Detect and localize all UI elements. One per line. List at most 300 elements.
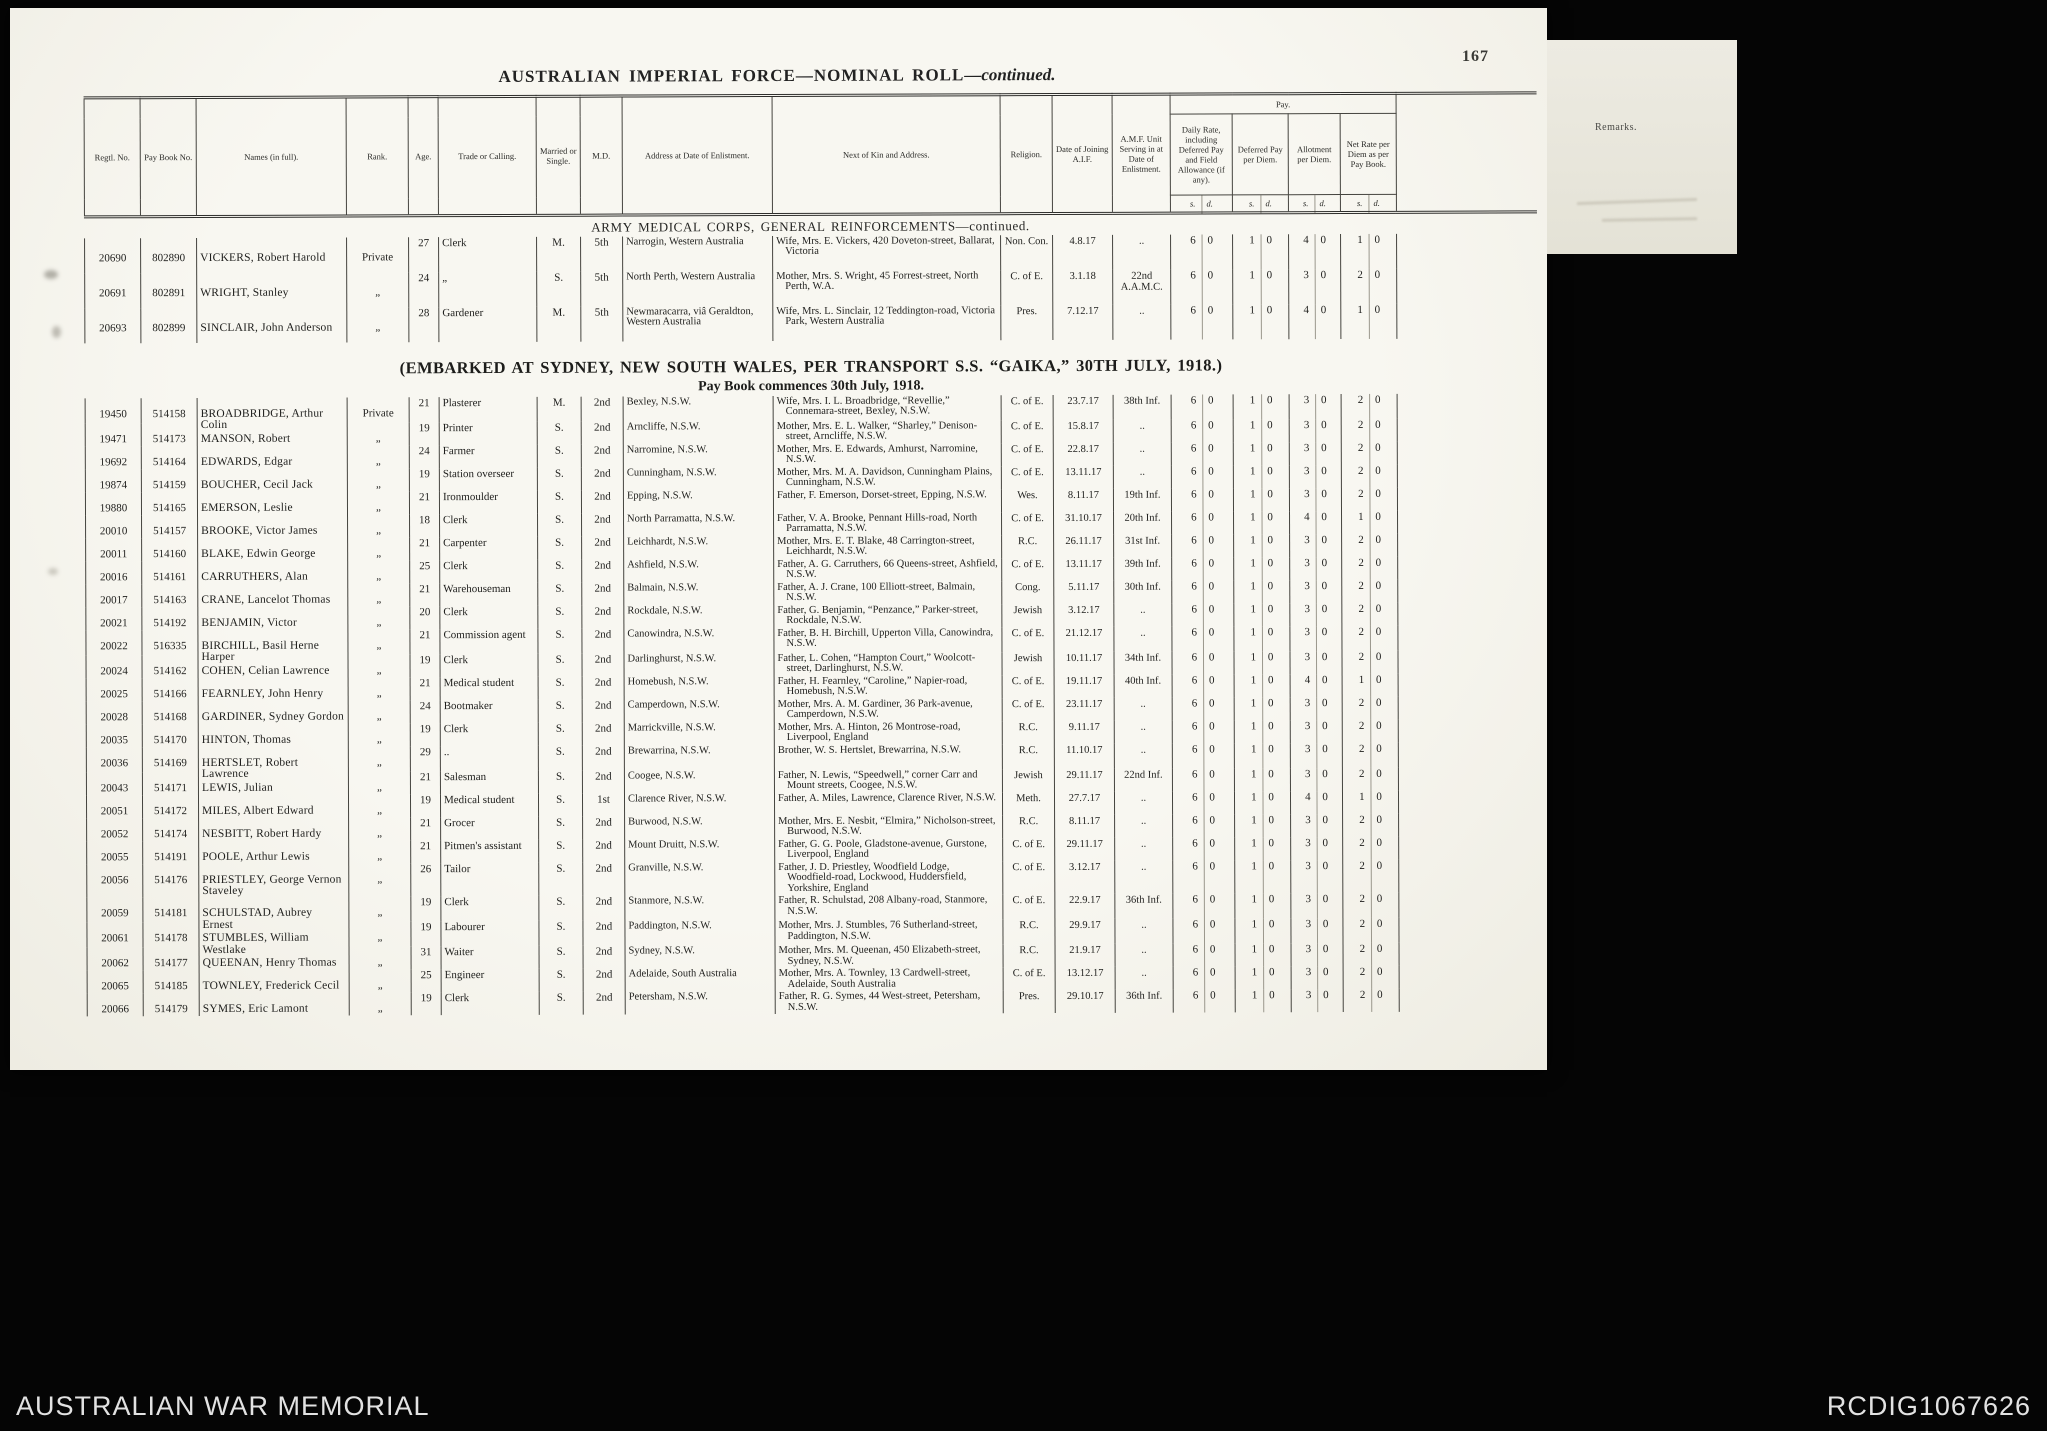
cell-address: Cunningham, N.S.W.: [623, 467, 773, 491]
cell-age: 21: [411, 840, 441, 863]
cell-md: 2nd: [581, 396, 623, 421]
cell-rank: „: [348, 723, 410, 746]
cell-married: S.: [538, 745, 582, 770]
cell-rank: „: [348, 514, 410, 537]
header-age: Age.: [408, 97, 438, 216]
section-subheading: Pay Book commences 30th July, 1918.: [698, 378, 925, 395]
cell-date_joined: 21.12.17: [1054, 626, 1114, 651]
cell-age: 25: [410, 560, 440, 583]
cell-daily_rate: 6 0: [1172, 534, 1234, 557]
cell-deferred_pay: 1 0: [1233, 488, 1289, 511]
cell-daily_rate: 6 0: [1172, 791, 1234, 814]
cell-remarks: [1399, 859, 1539, 893]
cell-md: 2nd: [581, 421, 623, 444]
cell-address: Paddington, N.S.W.: [625, 920, 775, 946]
cell-age: 29: [410, 746, 440, 771]
cell-allotment: 3 0: [1289, 394, 1341, 419]
cell-married: S.: [537, 271, 581, 306]
cell-trade: Clerk: [440, 513, 538, 536]
cell-married: S.: [539, 921, 583, 946]
cell-address: Clarence River, N.S.W.: [624, 793, 774, 817]
table-row: [87, 988, 1539, 1016]
cell-address: Petersham, N.S.W.: [625, 991, 775, 1015]
cell-regtl_no: 20025: [86, 678, 142, 701]
cell-pay_book_no: 514163: [142, 584, 198, 607]
cell-pay_book_no: 514191: [143, 841, 199, 864]
cell-net_rate: 2 0: [1342, 579, 1398, 602]
cell-rank: „: [349, 969, 411, 992]
cell-md: 2nd: [583, 862, 625, 896]
cell-regtl_no: 19450: [85, 398, 141, 423]
cell-allotment: 3 0: [1290, 720, 1342, 743]
cell-nok: Mother, Mrs. E. Nesbit, “Elmira,” Nicholson-street, Burwood, N.S.W.: [775, 815, 1003, 839]
cell-allotment: 3 0: [1289, 419, 1341, 442]
cell-amf_unit: 31st Inf.: [1114, 534, 1172, 557]
cell-name: BROADBRIDGE, Arthur Colin: [197, 397, 347, 423]
cell-religion: C. of E.: [1003, 838, 1055, 861]
cell-date_joined: 8.11.17: [1055, 814, 1115, 837]
cell-md: 2nd: [582, 722, 624, 745]
cell-md: 2nd: [582, 676, 624, 699]
cell-deferred_pay: 1 0: [1235, 918, 1291, 943]
cell-deferred_pay: 1 0: [1235, 860, 1291, 894]
cell-rank: „: [348, 583, 410, 606]
cell-pay_book_no: 514179: [143, 993, 199, 1016]
cell-remarks: [1398, 767, 1538, 790]
cell-regtl_no: 20011: [86, 538, 142, 561]
cell-married: S.: [537, 467, 581, 490]
cell-date_joined: 13.12.17: [1055, 967, 1115, 990]
cell-name: SYMES, Eric Lamont: [199, 993, 349, 1017]
section-heading: ARMY MEDICAL CORPS, GENERAL REINFORCEMENTS—continued.: [591, 218, 1030, 235]
cell-net_rate: 2 0: [1342, 696, 1398, 719]
cell-regtl_no: 20051: [86, 795, 142, 818]
cell-remarks: [1397, 268, 1537, 303]
cell-net_rate: 2 0: [1341, 464, 1397, 487]
header-allotment: Allotment per Diem.: [1288, 114, 1340, 195]
cell-daily_rate: 6 0: [1171, 465, 1233, 488]
cell-married: S.: [538, 676, 582, 699]
cell-daily_rate: 6 0: [1172, 651, 1234, 674]
cell-married: S.: [538, 582, 582, 605]
cell-md: 5th: [581, 236, 623, 271]
cell-age: 24: [410, 700, 440, 723]
header-rank: Rank.: [346, 97, 408, 216]
cell-nok: Mother, Mrs. E. L. Walker, “Sharley,” Denison-street, Arncliffe, N.S.W.: [773, 420, 1001, 444]
cell-net_rate: 2 0: [1342, 719, 1398, 742]
cell-address: Narrogin, Western Australia: [623, 236, 773, 272]
cell-date_joined: 29.11.17: [1055, 837, 1115, 860]
cell-date_joined: 5.11.17: [1054, 580, 1114, 603]
cell-trade: Farmer: [439, 444, 537, 467]
cell-amf_unit: 36th Inf.: [1115, 894, 1173, 919]
cell-address: Epping, N.S.W.: [623, 490, 773, 514]
cell-allotment: 3 0: [1290, 626, 1342, 651]
cell-net_rate: 1 0: [1342, 673, 1398, 696]
cell-nok: Wife, Mrs. I. L. Broadbridge, “Revellie,” Connemara-street, Bexley, N.S.W.: [773, 395, 1001, 421]
cell-pay_book_no: 802899: [141, 308, 197, 343]
document-title-main: AUSTRALIAN IMPERIAL FORCE—NOMINAL ROLL: [498, 65, 965, 86]
cell-net_rate: 2 0: [1343, 859, 1399, 893]
cell-allotment: 3 0: [1290, 743, 1342, 768]
table-row: [85, 233, 1537, 273]
cell-pay_book_no: 514168: [142, 701, 198, 724]
cell-net_rate: 2 0: [1343, 813, 1399, 836]
cell-age: 18: [410, 514, 440, 537]
cell-deferred_pay: 1 0: [1234, 534, 1290, 557]
cell-date_joined: 8.11.17: [1053, 488, 1113, 511]
cell-nok: Father, A. G. Carruthers, 66 Queens-street, Ashfield, N.S.W.: [774, 558, 1002, 582]
cell-address: Marrickville, N.S.W.: [624, 722, 774, 746]
cell-deferred_pay: 1 0: [1234, 697, 1290, 720]
cell-net_rate: 2 0: [1342, 650, 1398, 673]
header-sd-deferred: s. d.: [1232, 195, 1288, 213]
cell-daily_rate: 6 0: [1171, 488, 1233, 511]
cell-md: 2nd: [583, 896, 625, 921]
cell-md: 2nd: [582, 745, 624, 770]
cell-amf_unit: ..: [1114, 603, 1172, 626]
cell-rank: „: [347, 272, 409, 307]
cell-deferred_pay: 1 0: [1234, 791, 1290, 814]
cell-net_rate: 2 0: [1341, 418, 1397, 441]
cell-deferred_pay: 1 0: [1234, 626, 1290, 651]
cell-date_joined: 13.11.17: [1053, 465, 1113, 488]
cell-net_rate: 2 0: [1342, 533, 1398, 556]
faint-annotation-mark: [1577, 198, 1697, 205]
cell-regtl_no: 20043: [86, 772, 142, 795]
cell-pay_book_no: 514171: [142, 772, 198, 795]
document-page: [10, 8, 1547, 1070]
cell-trade: Salesman: [440, 770, 538, 793]
cell-religion: C. of E.: [1001, 443, 1053, 466]
cell-regtl_no: 20024: [86, 655, 142, 678]
cell-address: Adelaide, South Australia: [625, 968, 775, 992]
cell-net_rate: 1 0: [1342, 790, 1398, 813]
cell-date_joined: 3.12.17: [1054, 603, 1114, 626]
cell-amf_unit: ..: [1115, 944, 1173, 967]
cell-amf_unit: ..: [1115, 860, 1173, 894]
cell-rank: „: [347, 445, 409, 468]
cell-married: S.: [537, 490, 581, 513]
cell-rank: „: [348, 700, 410, 723]
cell-religion: C. of E.: [1002, 698, 1054, 721]
cell-rank: „: [349, 921, 411, 946]
cell-trade: Waiter: [441, 946, 539, 969]
cell-religion: Cong.: [1002, 581, 1054, 604]
table-header: [84, 93, 1536, 217]
cell-age: 19: [409, 468, 439, 491]
cell-age: 24: [409, 272, 439, 307]
cell-remarks: [1398, 742, 1538, 767]
cell-name: EDWARDS, Edgar: [197, 445, 347, 469]
header-date-joining: Date of Joining A.I.F.: [1052, 94, 1112, 213]
cell-date_joined: 11.10.17: [1054, 743, 1114, 768]
cell-trade: Clerk: [440, 722, 538, 745]
cell-rank: „: [348, 654, 410, 677]
cell-name: NESBITT, Robert Hardy: [199, 817, 349, 841]
cell-age: 21: [410, 629, 440, 654]
cell-deferred_pay: 1 0: [1235, 837, 1291, 860]
cell-religion: Jewish: [1002, 652, 1054, 675]
header-remarks: Remarks.: [1595, 122, 1638, 133]
cell-date_joined: 3.1.18: [1053, 269, 1113, 304]
cell-regtl_no: 20066: [87, 993, 143, 1016]
cell-deferred_pay: 1 0: [1234, 580, 1290, 603]
cell-amf_unit: 20th Inf.: [1114, 511, 1172, 534]
cell-allotment: 3 0: [1289, 465, 1341, 488]
cell-religion: Jewish: [1002, 769, 1054, 792]
cell-amf_unit: ..: [1115, 967, 1173, 990]
cell-daily_rate: 6 0: [1171, 234, 1233, 269]
cell-married: M.: [537, 306, 581, 341]
cell-pay_book_no: 514160: [142, 538, 198, 561]
cell-remarks: [1399, 965, 1539, 988]
cell-rank: „: [348, 746, 410, 771]
section-heading-row: [85, 338, 1537, 398]
header-married-single: Married or Single.: [536, 96, 580, 215]
cell-allotment: 3 0: [1290, 580, 1342, 603]
cell-md: 5th: [581, 271, 623, 306]
cell-rank: „: [348, 771, 410, 794]
cell-age: 21: [410, 771, 440, 794]
cell-md: 2nd: [582, 582, 624, 605]
cell-md: 2nd: [581, 467, 623, 490]
cell-allotment: 3 0: [1291, 814, 1343, 837]
cell-amf_unit: 39th Inf.: [1114, 557, 1172, 580]
cell-remarks: [1398, 719, 1538, 742]
cell-net_rate: 1 0: [1342, 510, 1398, 533]
cell-pay_book_no: 514161: [142, 561, 198, 584]
cell-daily_rate: 6 0: [1173, 837, 1235, 860]
cell-net_rate: 2 0: [1343, 893, 1399, 918]
cell-trade: Plasterer: [439, 396, 537, 421]
cell-regtl_no: 20028: [86, 701, 142, 724]
cell-address: Granville, N.S.W.: [625, 862, 775, 896]
cell-nok: Mother, Mrs. M. Queenan, 450 Elizabeth-street, Sydney, N.S.W.: [775, 944, 1003, 968]
cell-trade: Labourer: [441, 921, 539, 946]
cell-md: 2nd: [583, 992, 625, 1015]
cell-allotment: 3 0: [1290, 557, 1342, 580]
cell-amf_unit: 38th Inf.: [1113, 394, 1171, 419]
cell-regtl_no: 20021: [86, 607, 142, 630]
cell-nok: Father, B. H. Birchill, Upperton Villa, Canowindra, N.S.W.: [774, 627, 1002, 653]
cell-religion: Pres.: [1003, 990, 1055, 1013]
cell-age: 24: [409, 445, 439, 468]
cell-religion: R.C.: [1002, 744, 1054, 769]
cell-date_joined: 22.8.17: [1053, 442, 1113, 465]
cell-allotment: 4 0: [1290, 674, 1342, 697]
cell-daily_rate: 6 0: [1173, 860, 1235, 894]
header-remarks-spacer: [1396, 93, 1536, 212]
cell-pay_book_no: 802890: [141, 238, 197, 273]
cell-name: BIRCHILL, Basil Herne Harper: [198, 629, 348, 655]
cell-name: CARRUTHERS, Alan: [198, 560, 348, 584]
cell-daily_rate: 6 0: [1172, 697, 1234, 720]
cell-age: 19: [409, 422, 439, 445]
cell-nok: Father, A. Miles, Lawrence, Clarence River, N.S.W.: [774, 792, 1002, 816]
document-title-suffix: —continued.: [964, 65, 1056, 85]
cell-allotment: 3 0: [1290, 768, 1342, 791]
cell-age: 19: [410, 794, 440, 817]
cell-deferred_pay: 1 0: [1235, 989, 1291, 1012]
cell-rank: „: [349, 817, 411, 840]
cell-net_rate: 2 0: [1342, 767, 1398, 790]
cell-religion: R.C.: [1003, 815, 1055, 838]
cell-nok: Father, N. Lewis, “Speedwell,” corner Carr and Mount streets, Coogee, N.S.W.: [774, 769, 1002, 793]
cell-nok: Mother, Mrs. E. Edwards, Amhurst, Narromine, N.S.W.: [773, 443, 1001, 467]
header-trade: Trade or Calling.: [438, 96, 536, 215]
cell-religion: C. of E.: [1002, 512, 1054, 535]
cell-md: 5th: [581, 306, 623, 341]
cell-amf_unit: ..: [1113, 234, 1171, 269]
header-net-rate: Net Rate per Diem as per Pay Book.: [1340, 113, 1396, 194]
cell-md: 2nd: [583, 969, 625, 992]
cell-pay_book_no: 514192: [142, 607, 198, 630]
cell-pay_book_no: 514166: [142, 678, 198, 701]
cell-amf_unit: ..: [1115, 814, 1173, 837]
cell-net_rate: 2 0: [1342, 625, 1398, 650]
cell-net_rate: 2 0: [1341, 393, 1397, 418]
cell-rank: „: [349, 992, 411, 1015]
cell-daily_rate: 6 0: [1171, 304, 1233, 339]
cell-nok: Wife, Mrs. E. Vickers, 420 Doveton-street, Ballarat, Victoria: [773, 235, 1001, 271]
cell-age: 19: [411, 992, 441, 1015]
cell-married: S.: [539, 862, 583, 896]
document-title: [128, 64, 1425, 89]
cell-allotment: 3 0: [1289, 442, 1341, 465]
cell-remarks: [1398, 650, 1538, 673]
cell-net_rate: 2 0: [1343, 918, 1399, 943]
cell-religion: Jewish: [1002, 604, 1054, 627]
cell-allotment: 4 0: [1290, 511, 1342, 534]
cell-allotment: 3 0: [1291, 893, 1343, 918]
section-heading: (EMBARKED AT SYDNEY, NEW SOUTH WALES, PER TRANSPORT S.S. “GAIKA,” 30TH JULY, 1918.): [399, 354, 1223, 377]
cell-address: Brewarrina, N.S.W.: [624, 745, 774, 771]
cell-regtl_no: 19874: [85, 469, 141, 492]
cell-nok: Mother, Mrs. S. Wright, 45 Forrest-street, North Perth, W.A.: [773, 270, 1001, 306]
cell-remarks: [1397, 464, 1537, 487]
cell-allotment: 3 0: [1291, 989, 1343, 1012]
cell-rank: „: [347, 422, 409, 445]
cell-name: HINTON, Thomas: [198, 723, 348, 747]
cell-nok: Mother, Mrs. A. Townley, 13 Cardwell-street, Adelaide, South Australia: [775, 967, 1003, 991]
cell-religion: Wes.: [1001, 489, 1053, 512]
cell-date_joined: 29.9.17: [1055, 919, 1115, 944]
cell-deferred_pay: 1 0: [1233, 304, 1289, 339]
cell-pay_book_no: 514181: [143, 897, 199, 922]
cell-date_joined: 31.10.17: [1054, 511, 1114, 534]
cell-date_joined: 23.11.17: [1054, 697, 1114, 720]
cell-nok: Mother, Mrs. J. Stumbles, 76 Sutherland-street, Paddington, N.S.W.: [775, 919, 1003, 945]
header-sd-daily: s. d.: [1170, 195, 1232, 213]
cell-regtl_no: 20052: [87, 818, 143, 841]
cell-name: POOLE, Arthur Lewis: [199, 840, 349, 864]
cell-net_rate: 2 0: [1343, 989, 1399, 1012]
cell-deferred_pay: 1 0: [1234, 674, 1290, 697]
cell-daily_rate: 6 0: [1172, 768, 1234, 791]
header-md: M.D.: [580, 96, 622, 215]
cell-age: 26: [411, 863, 441, 897]
cell-date_joined: 29.10.17: [1055, 990, 1115, 1013]
cell-pay_book_no: 514174: [143, 818, 199, 841]
cell-name: BROOKE, Victor James: [198, 514, 348, 538]
cell-nok: Father, G. Benjamin, “Penzance,” Parker-street, Rockdale, N.S.W.: [774, 604, 1002, 628]
cell-pay_book_no: 514185: [143, 970, 199, 993]
cell-date_joined: 26.11.17: [1054, 534, 1114, 557]
cell-md: 2nd: [582, 699, 624, 722]
cell-address: Coogee, N.S.W.: [624, 770, 774, 794]
cell-address: Bexley, N.S.W.: [623, 396, 773, 422]
cell-date_joined: 10.11.17: [1054, 651, 1114, 674]
cell-trade: Clerk: [440, 605, 538, 628]
cell-age: 27: [409, 237, 439, 272]
cell-trade: Clerk: [439, 236, 537, 271]
cell-regtl_no: 20061: [87, 922, 143, 947]
cell-age: 19: [410, 654, 440, 677]
cell-amf_unit: ..: [1113, 419, 1171, 442]
cell-amf_unit: 19th Inf.: [1113, 488, 1171, 511]
cell-amf_unit: ..: [1113, 442, 1171, 465]
footer-archive-name: AUSTRALIAN WAR MEMORIAL: [16, 1391, 430, 1421]
cell-rank: „: [348, 794, 410, 817]
cell-rank: „: [349, 896, 411, 921]
header-religion: Religion.: [1000, 95, 1052, 214]
cell-daily_rate: 6 0: [1172, 720, 1234, 743]
cell-remarks: [1398, 579, 1538, 602]
cell-trade: Clerk: [440, 653, 538, 676]
cell-amf_unit: 36th Inf.: [1115, 990, 1173, 1013]
cell-remarks: [1399, 917, 1539, 942]
cell-name: EMERSON, Leslie: [197, 491, 347, 515]
cell-net_rate: 2 0: [1341, 487, 1397, 510]
cell-daily_rate: 6 0: [1171, 442, 1233, 465]
header-regtl-no: Regtl. No.: [84, 98, 140, 217]
cell-md: 2nd: [583, 921, 625, 946]
paper-fold-wedge: [1547, 40, 1737, 254]
cell-date_joined: 23.7.17: [1053, 394, 1113, 419]
cell-rank: „: [349, 840, 411, 863]
cell-trade: Station overseer: [439, 467, 537, 490]
cell-married: S.: [537, 444, 581, 467]
cell-address: Rockdale, N.S.W.: [624, 605, 774, 629]
cell-amf_unit: ..: [1115, 919, 1173, 944]
cell-deferred_pay: 1 0: [1233, 465, 1289, 488]
cell-allotment: 3 0: [1290, 651, 1342, 674]
cell-name: CRANE, Lancelot Thomas: [198, 583, 348, 607]
header-sd-net: s. d.: [1340, 194, 1396, 212]
cell-regtl_no: 20691: [85, 273, 141, 308]
cell-md: 2nd: [582, 770, 624, 793]
cell-remarks: [1397, 487, 1537, 510]
footer-record-id: RCDIG1067626: [1826, 1391, 2031, 1421]
header-pay-group: Pay.: [1170, 93, 1396, 114]
cell-regtl_no: 20035: [86, 724, 142, 747]
cell-trade: Bootmaker: [440, 699, 538, 722]
cell-pay_book_no: 514170: [142, 724, 198, 747]
cell-rank: „: [349, 946, 411, 969]
cell-remarks: [1398, 790, 1538, 813]
cell-deferred_pay: 1 0: [1234, 720, 1290, 743]
cell-religion: R.C.: [1002, 535, 1054, 558]
cell-amf_unit: 40th Inf.: [1114, 674, 1172, 697]
cell-name: LEWIS, Julian: [198, 771, 348, 795]
header-deferred-pay: Deferred Pay per Diem.: [1232, 114, 1288, 195]
cell-trade: Clerk: [441, 896, 539, 921]
cell-rank: „: [347, 491, 409, 514]
cell-nok: Father, R. Schulstad, 208 Albany-road, Stanmore, N.S.W.: [775, 894, 1003, 920]
cell-remarks: [1397, 233, 1537, 268]
cell-daily_rate: 6 0: [1172, 511, 1234, 534]
